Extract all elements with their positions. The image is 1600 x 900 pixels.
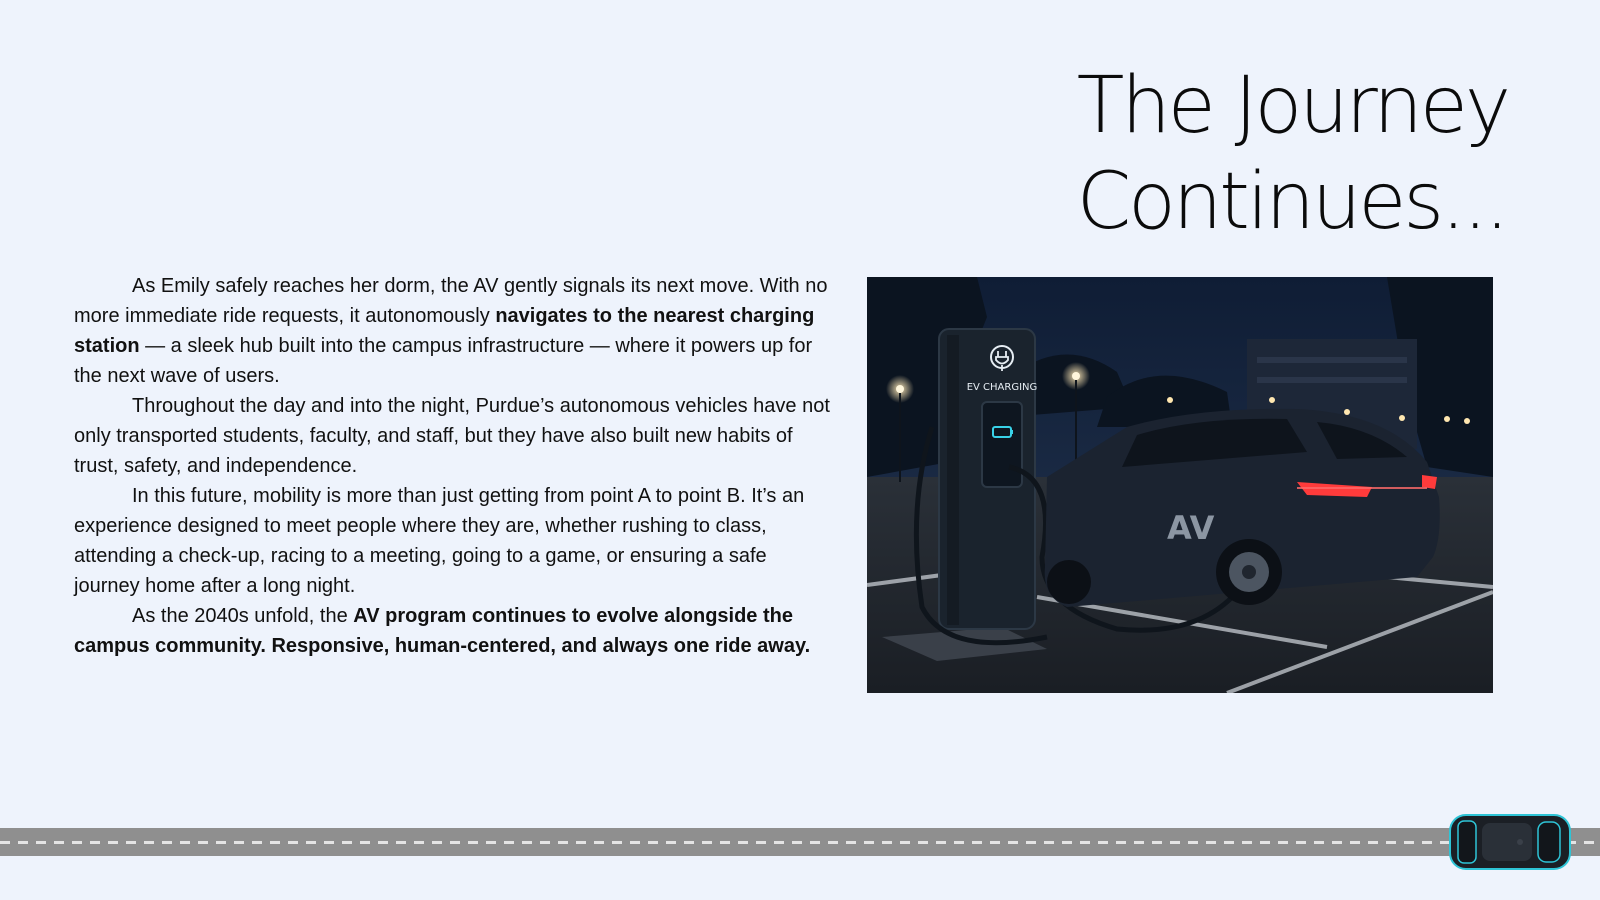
car-wheel	[1047, 560, 1091, 604]
paragraph-4	[74, 601, 834, 661]
story-text	[74, 271, 834, 661]
car-label: AV	[1167, 509, 1215, 547]
page-title	[1077, 58, 1508, 250]
paragraph-text: In this future, mobility is more than just getting from point A to point B. It’s an experience designed to meet people where they are, whether rushing to class, attending a check-up, racing to a meeting, going to a game, or ensuring a safe journey home after a long night.	[74, 485, 805, 597]
title-line-1: The Journey	[1076, 61, 1508, 151]
title-line-2: Continues...	[1076, 157, 1507, 247]
road-strip	[0, 828, 1600, 856]
paragraph-text: Throughout the day and into the night, Purdue’s autonomous vehicles have not only transported students, faculty, and staff, but they have also built new habits of trust, safety, and independence.	[74, 395, 830, 477]
paragraph-2	[74, 391, 834, 481]
paragraph-text: As Emily safely reaches her dorm, the AV gently signals its next move. With no more immediate ride requests, it autonomously	[74, 275, 828, 327]
car-top-view-icon	[1448, 813, 1572, 871]
charger-label: EV CHARGING	[966, 382, 1038, 393]
ev-charging-photo	[867, 277, 1493, 693]
paragraph-emphasis: AV program continues to evolve alongside the campus community. Responsive, human-centered, and always one ride away.	[74, 605, 811, 657]
paragraph-1	[74, 271, 834, 391]
paragraph-text: As the 2040s unfold, the	[132, 605, 354, 627]
road-lane-markings	[0, 841, 1600, 844]
paragraph-3	[74, 481, 834, 601]
paragraph-text: — a sleek hub built into the campus infrastructure — where it powers up for the next wave of users.	[74, 335, 813, 387]
paragraph-emphasis: navigates to the nearest charging station	[74, 305, 815, 357]
